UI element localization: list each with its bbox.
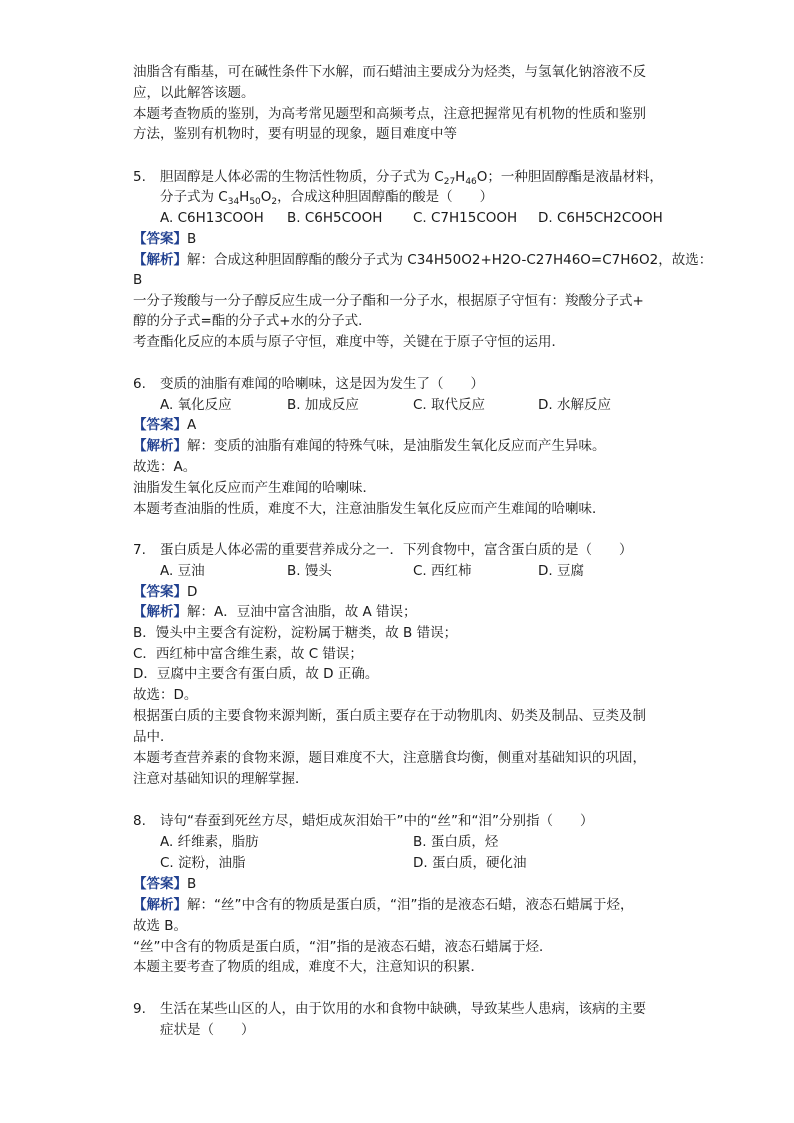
answer-line: 【答案】B: [133, 231, 197, 247]
analysis-label: 【解析】: [133, 897, 187, 913]
option-d: D. 蛋白质，硬化油: [413, 855, 527, 871]
question-number: 9.: [133, 1001, 146, 1017]
text-line: 本题主要考查了物质的组成，难度不大，注意知识的积累．: [133, 959, 484, 975]
analysis-line: 【解析】解：合成这种胆固醇酯的酸分子式为 C34H50O2+H2O-C27H46O=C7H6O2，故选：: [133, 252, 713, 268]
analysis-line: 【解析】解：变质的油脂有难闻的特殊气味，是油脂发生氧化反应而产生异味。: [133, 438, 606, 454]
option-a: A. 氧化反应: [160, 397, 232, 413]
option-c: C. 取代反应: [413, 397, 486, 413]
text-line: C．西红柿中富含维生素，故 C 错误；: [133, 646, 363, 662]
option-a: A. C6H13COOH: [160, 210, 264, 226]
question-number: 8.: [133, 813, 146, 829]
text-line: 醇的分子式=酯的分子式+水的分子式．: [133, 313, 372, 329]
text-line: 品中．: [133, 729, 174, 745]
option-b: B. 蛋白质，烃: [413, 834, 499, 850]
question-stem: 胆固醇是人体必需的生物活性物质，分子式为 $C_{27}H_{46}O$；一种胆固醇酯是液晶材料，: [160, 169, 663, 187]
text-line: 故选：A。: [133, 459, 197, 475]
analysis-line: 【解析】解：“丝”中含有的物质是蛋白质，“泪”指的是液态石蜡，液态石蜡属于烃，: [133, 897, 634, 913]
text-line: 考查酯化反应的本质与原子守恒，难度中等，关键在于原子守恒的运用．: [133, 334, 565, 350]
question-stem: 症状是（ ）: [160, 1022, 255, 1038]
text-line: 本题考查营养素的食物来源，题目难度不大，注意膳食均衡，侧重对基础知识的巩固，: [133, 750, 646, 766]
option-c: C. 淀粉，油脂: [160, 855, 246, 871]
analysis-label: 【解析】: [133, 604, 187, 620]
question-stem: 变质的油脂有难闻的哈喇味，这是因为发生了（ ）: [160, 376, 484, 392]
text-line: 方法，鉴别有机物时，要有明显的现象，题目难度中等: [133, 126, 457, 142]
option-d: D. C6H5CH2COOH: [538, 210, 663, 226]
answer-line: 【答案】D: [133, 584, 198, 600]
analysis-label: 【解析】: [133, 438, 187, 454]
question-stem: 诗句“春蚕到死丝方尽，蜡炬成灰泪始干”中的“丝”和“泪”分别指（ ）: [160, 813, 594, 829]
analysis-label: 【解析】: [133, 252, 187, 268]
question-stem: 生活在某些山区的人，由于饮用的水和食物中缺碘，导致某些人患病，该病的主要: [160, 1001, 646, 1017]
answer-line: 【答案】B: [133, 876, 197, 892]
text-line: 根据蛋白质的主要食物来源判断，蛋白质主要存在于动物肌肉、奶类及制品、豆类及制: [133, 708, 646, 724]
text-line: B: [133, 272, 143, 288]
option-a: A. 纤维素，脂肪: [160, 834, 259, 850]
option-b: B. C6H5COOH: [287, 210, 383, 226]
option-a: A. 豆油: [160, 563, 205, 579]
option-d: D. 水解反应: [538, 397, 611, 413]
text-line: 油脂发生氧化反应而产生难闻的哈喇味．: [133, 480, 376, 496]
answer-label: 【答案】: [133, 417, 187, 433]
question-stem: 蛋白质是人体必需的重要营养成分之一．下列食物中，富含蛋白质的是（ ）: [160, 542, 633, 558]
text-line: D．豆腐中主要含有蛋白质，故 D 正确。: [133, 666, 379, 682]
text-line: 注意对基础知识的理解掌握．: [133, 771, 309, 787]
option-b: B. 加成反应: [287, 397, 359, 413]
text-line: 本题考查油脂的性质，难度不大，注意油脂发生氧化反应而产生难闻的哈喇味．: [133, 501, 606, 517]
text-line: 故选 B。: [133, 918, 188, 934]
option-b: B. 馒头: [287, 563, 332, 579]
text-line: “丝”中含有的物质是蛋白质，“泪”指的是液态石蜡，液态石蜡属于烃．: [133, 939, 553, 955]
option-d: D. 豆腐: [538, 563, 584, 579]
analysis-line: 【解析】解：A．豆油中富含油脂，故 A 错误；: [133, 604, 417, 620]
question-number: 6.: [133, 376, 146, 392]
text-line: 油脂含有酯基，可在碱性条件下水解，而石蜡油主要成分为烃类，与氢氧化钠溶液不反: [133, 64, 646, 80]
option-c: C. 西红柿: [413, 563, 472, 579]
question-number: 7.: [133, 542, 146, 558]
answer-label: 【答案】: [133, 231, 187, 247]
question-number: 5.: [133, 169, 146, 185]
text-line: 应，以此解答该题。: [133, 85, 255, 101]
text-line: 本题考查物质的鉴别，为高考常见题型和高频考点，注意把握常见有机物的性质和鉴别: [133, 106, 646, 122]
option-c: C. C7H15COOH: [413, 210, 518, 226]
question-stem: 分子式为 $C_{34}H_{50}O_2$，合成这种胆固醇酯的酸是（ ）: [160, 189, 494, 207]
text-line: B．馒头中主要含有淀粉，淀粉属于糖类，故 B 错误；: [133, 625, 458, 641]
answer-line: 【答案】A: [133, 417, 197, 433]
answer-label: 【答案】: [133, 876, 187, 892]
text-line: 故选：D。: [133, 687, 198, 703]
text-line: 一分子羧酸与一分子醇反应生成一分子酯和一分子水，根据原子守恒有：羧酸分子式+: [133, 293, 644, 309]
answer-label: 【答案】: [133, 584, 187, 600]
